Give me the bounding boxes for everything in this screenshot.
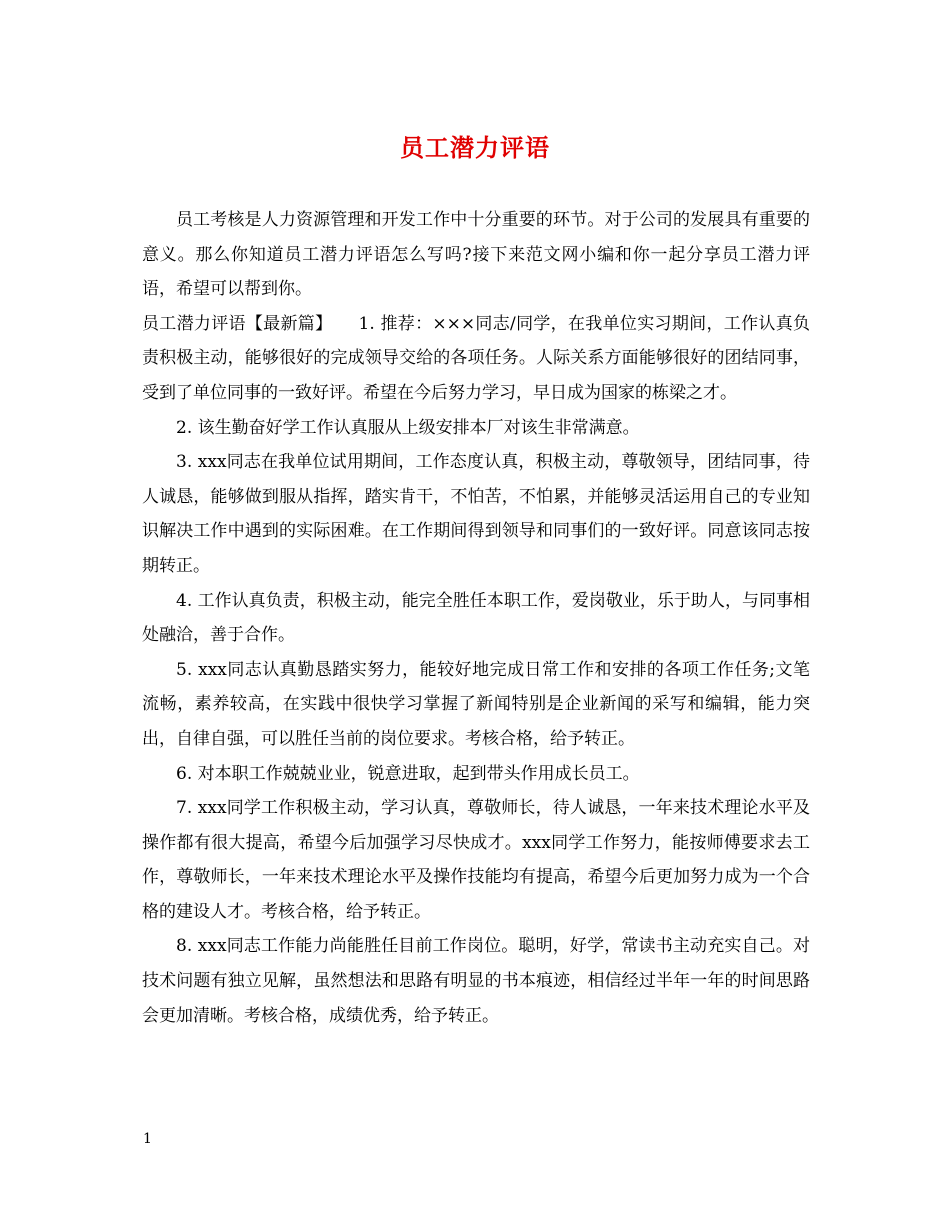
section-gap bbox=[324, 314, 359, 334]
document-title: 员工潜力评语 bbox=[400, 133, 550, 162]
document-body bbox=[142, 203, 810, 1033]
section-heading: 员工潜力评语【最新篇】 bbox=[142, 313, 324, 334]
intro-paragraph: 员工考核是人力资源管理和开发工作中十分重要的环节。对于公司的发展具有重要的意义。那么你知道员工潜力评语怎么写吗?接下来范文网小编和你一起分享员工潜力评语，希望可以帮到你。 bbox=[142, 210, 810, 300]
list-item-5: 5. xxx同志认真勤恳踏实努力，能较好地完成日常工作和安排的各项工作任务;文笔流畅，素养较高，在实践中很快学习掌握了新闻特别是企业新闻的采写和编辑，能力突出，自律自强，可以胜任当前的岗位要求。考核合格，给予转正。 bbox=[142, 659, 810, 749]
section-paragraph bbox=[142, 307, 810, 411]
list-item-1: 1. 推荐：×××同志/同学，在我单位实习期间，工作认真负责积极主动，能够很好的完成领导交给的各项任务。人际关系方面能够很好的团结同事，受到了单位同事的一致好评。希望在今后努力学习，早日成为国家的栋梁之才。 bbox=[142, 313, 810, 403]
list-item-2: 2. 该生勤奋好学工作认真服从上级安排本厂对该生非常满意。 bbox=[176, 417, 640, 438]
list-item-3: 3. xxx同志在我单位试用期间，工作态度认真，积极主动，尊敬领导，团结同事，待人诚恳，能够做到服从指挥，踏实肯干，不怕苦，不怕累，并能够灵活运用自己的专业知识解决工作中遇到的实际困难。在工作期间得到领导和同事们的一致好评。同意该同志按期转正。 bbox=[142, 452, 810, 576]
list-item-8: 8. xxx同志工作能力尚能胜任目前工作岗位。聪明，好学，常读书主动充实自己。对技术问题有独立见解，虽然想法和思路有明显的书本痕迹，相信经过半年一年的时间思路会更加清晰。考核合格，成绩优秀，给予转正。 bbox=[142, 936, 810, 1026]
list-item-7: 7. xxx同学工作积极主动，学习认真，尊敬师长，待人诚恳，一年来技术理论水平及操作都有很大提高，希望今后加强学习尽快成才。xxx同学工作努力，能按师傅要求去工作，尊敬师长，一年来技术理论水平及操作技能均有提高，希望今后更加努力成为一个合格的建设人才。考核合格，给予转正。 bbox=[142, 798, 810, 922]
list-item-4: 4. 工作认真负责，积极主动，能完全胜任本职工作，爱岗敬业，乐于助人，与同事相处融洽，善于合作。 bbox=[142, 590, 810, 646]
list-item-6: 6. 对本职工作兢兢业业，锐意进取，起到带头作用成长员工。 bbox=[176, 763, 640, 784]
page-number: 1 bbox=[143, 1131, 152, 1147]
